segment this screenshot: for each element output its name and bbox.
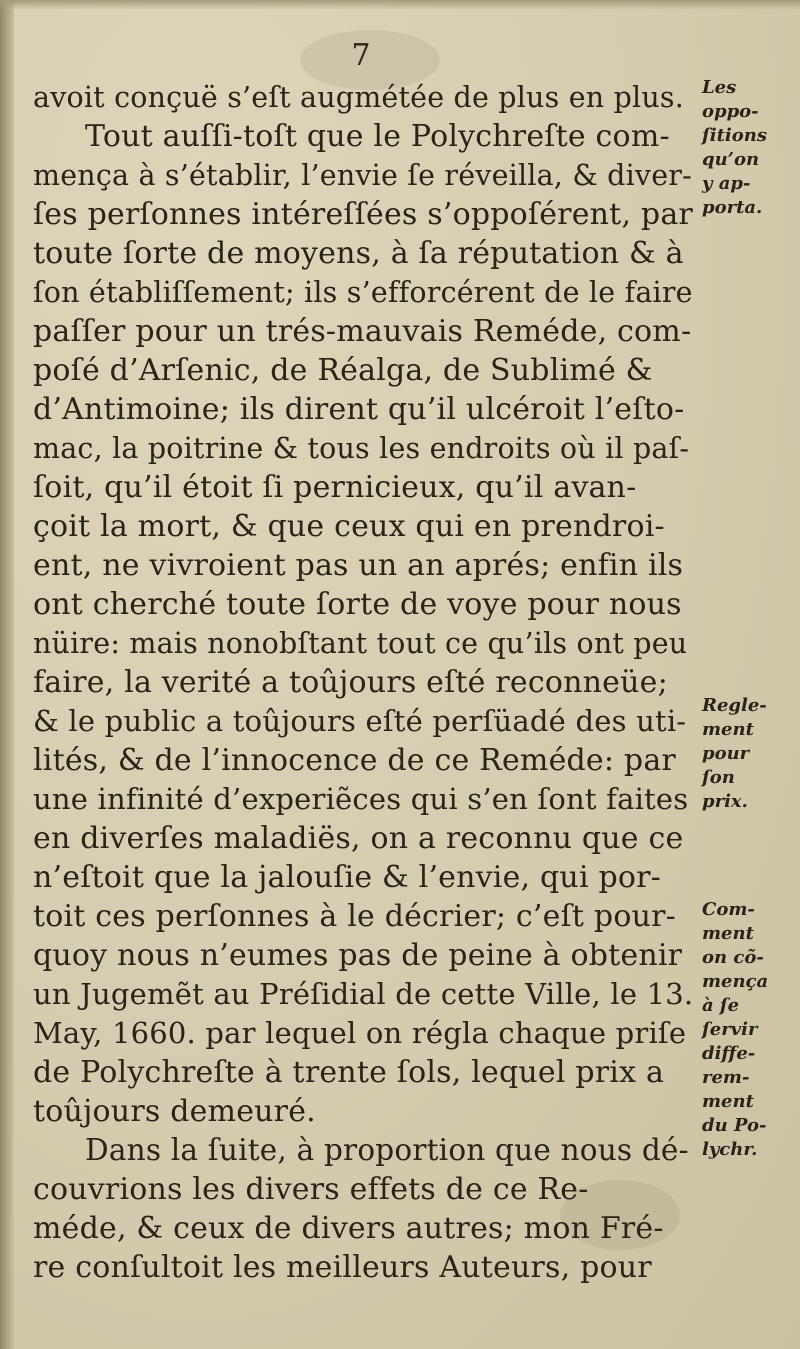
margin-note-line: du Po- <box>702 1115 767 1136</box>
margin-note-line: diffe- <box>702 1043 756 1064</box>
margin-note-reglement <box>702 694 797 814</box>
text-line: toit ces perſonnes à le décrier; c’eſt pour- <box>33 899 676 934</box>
text-line: toûjours demeuré. <box>33 1094 316 1129</box>
text-line: Dans la ſuite, à proportion que nous dé- <box>85 1133 689 1167</box>
margin-note-line: ment <box>702 719 754 740</box>
text-line: un Jugemẽt au Préſidial de cette Ville, le 13. <box>33 977 694 1011</box>
page-edge-shadow <box>0 0 14 1349</box>
text-line: de Polychreſte à trente ſols, lequel prix a <box>33 1055 665 1090</box>
margin-note-comment <box>702 898 797 1162</box>
text-line: couvrions les divers effets de ce Re- <box>33 1172 589 1207</box>
margin-note-line: Les <box>702 77 737 98</box>
text-line: re conſultoit les meilleurs Auteurs, pour <box>33 1250 652 1285</box>
margin-note-line: on cõ- <box>702 947 764 968</box>
margin-note-line: rem- <box>702 1067 750 1088</box>
text-line: mença à s’établir, l’envie ſe réveilla, & diver- <box>33 159 692 192</box>
text-line: faire, la verité a toûjours eſté reconneüe; <box>33 665 668 700</box>
text-line: quoy nous n’eumes pas de peine à obtenir <box>33 938 683 973</box>
text-line: en diverſes maladiës, on a reconnu que ce <box>33 821 684 856</box>
margin-note-line: ſervir <box>702 1019 758 1040</box>
text-line: paſſer pour un trés-mauvais Reméde, com- <box>33 314 692 349</box>
margin-note-line: Com- <box>702 899 755 920</box>
page-number: 7 <box>351 38 371 73</box>
margin-note-line: mença <box>702 971 769 992</box>
margin-note-line: ment <box>702 923 754 944</box>
margin-note-line: ſon <box>702 767 735 788</box>
text-line: mac, la poitrine & tous les endroits où il paſ- <box>33 432 690 465</box>
margin-note-line: à ſe <box>702 995 740 1016</box>
text-line: lités, & de l’innocence de ce Reméde: par <box>33 743 676 778</box>
text-line: avoit conçuë s’eſt augmétée de plus en plus. <box>33 81 684 114</box>
margin-note-line: ment <box>702 1091 754 1112</box>
margin-note-line: prix. <box>702 791 748 812</box>
margin-note-line: Regle- <box>702 695 767 716</box>
page-top-shadow <box>0 0 800 10</box>
body-text <box>33 78 693 1287</box>
text-line: nüire: mais nonobſtant tout ce qu’ils ont peu <box>33 627 688 660</box>
text-line: May, 1660. par lequel on régla chaque priſe <box>33 1016 687 1050</box>
text-line: une infinité d’experiẽces qui s’en ſont faites <box>33 782 689 816</box>
margin-note-line: oppo- <box>702 101 759 122</box>
text-line: ent, ne vivroient pas un an aprés; enfin ils <box>33 548 684 583</box>
text-line: ſoit, qu’il étoit ſi pernicieux, qu’il avan- <box>33 470 637 505</box>
text-line: çoit la mort, & que ceux qui en prendroi- <box>33 509 665 544</box>
margin-note-line: porta. <box>702 197 763 218</box>
margin-note-line: ſitions <box>702 125 767 146</box>
text-line: ſon établiſſement; ils s’efforcérent de le faire <box>33 276 693 309</box>
text-line: toute ſorte de moyens, à ſa réputation & à <box>33 236 684 271</box>
margin-note-line: y ap- <box>702 173 751 194</box>
text-line: & le public a toûjours eſté perſüadé des uti- <box>33 704 687 738</box>
text-line: d’Antimoine; ils dirent qu’il ulcéroit l’eſto- <box>33 392 685 427</box>
text-line: poſé d’Arſenic, de Réalga, de Sublimé & <box>33 353 653 388</box>
margin-note-line: qu’on <box>702 149 760 170</box>
margin-note-line: pour <box>702 743 750 764</box>
margin-note-line: lychr. <box>702 1139 758 1160</box>
text-line: ont cherché toute ſorte de voye pour nous <box>33 587 682 622</box>
text-line: ſes perſonnes intéreſſées s’oppoſérent, par <box>33 197 693 232</box>
text-line: n’eſtoit que la jalouſie & l’envie, qui por- <box>33 860 662 895</box>
text-line: Tout auſſi-toſt que le Polychreſte com- <box>85 119 670 154</box>
text-line: méde, & ceux de divers autres; mon Fré- <box>33 1211 664 1246</box>
margin-note-oppositions <box>702 76 797 220</box>
